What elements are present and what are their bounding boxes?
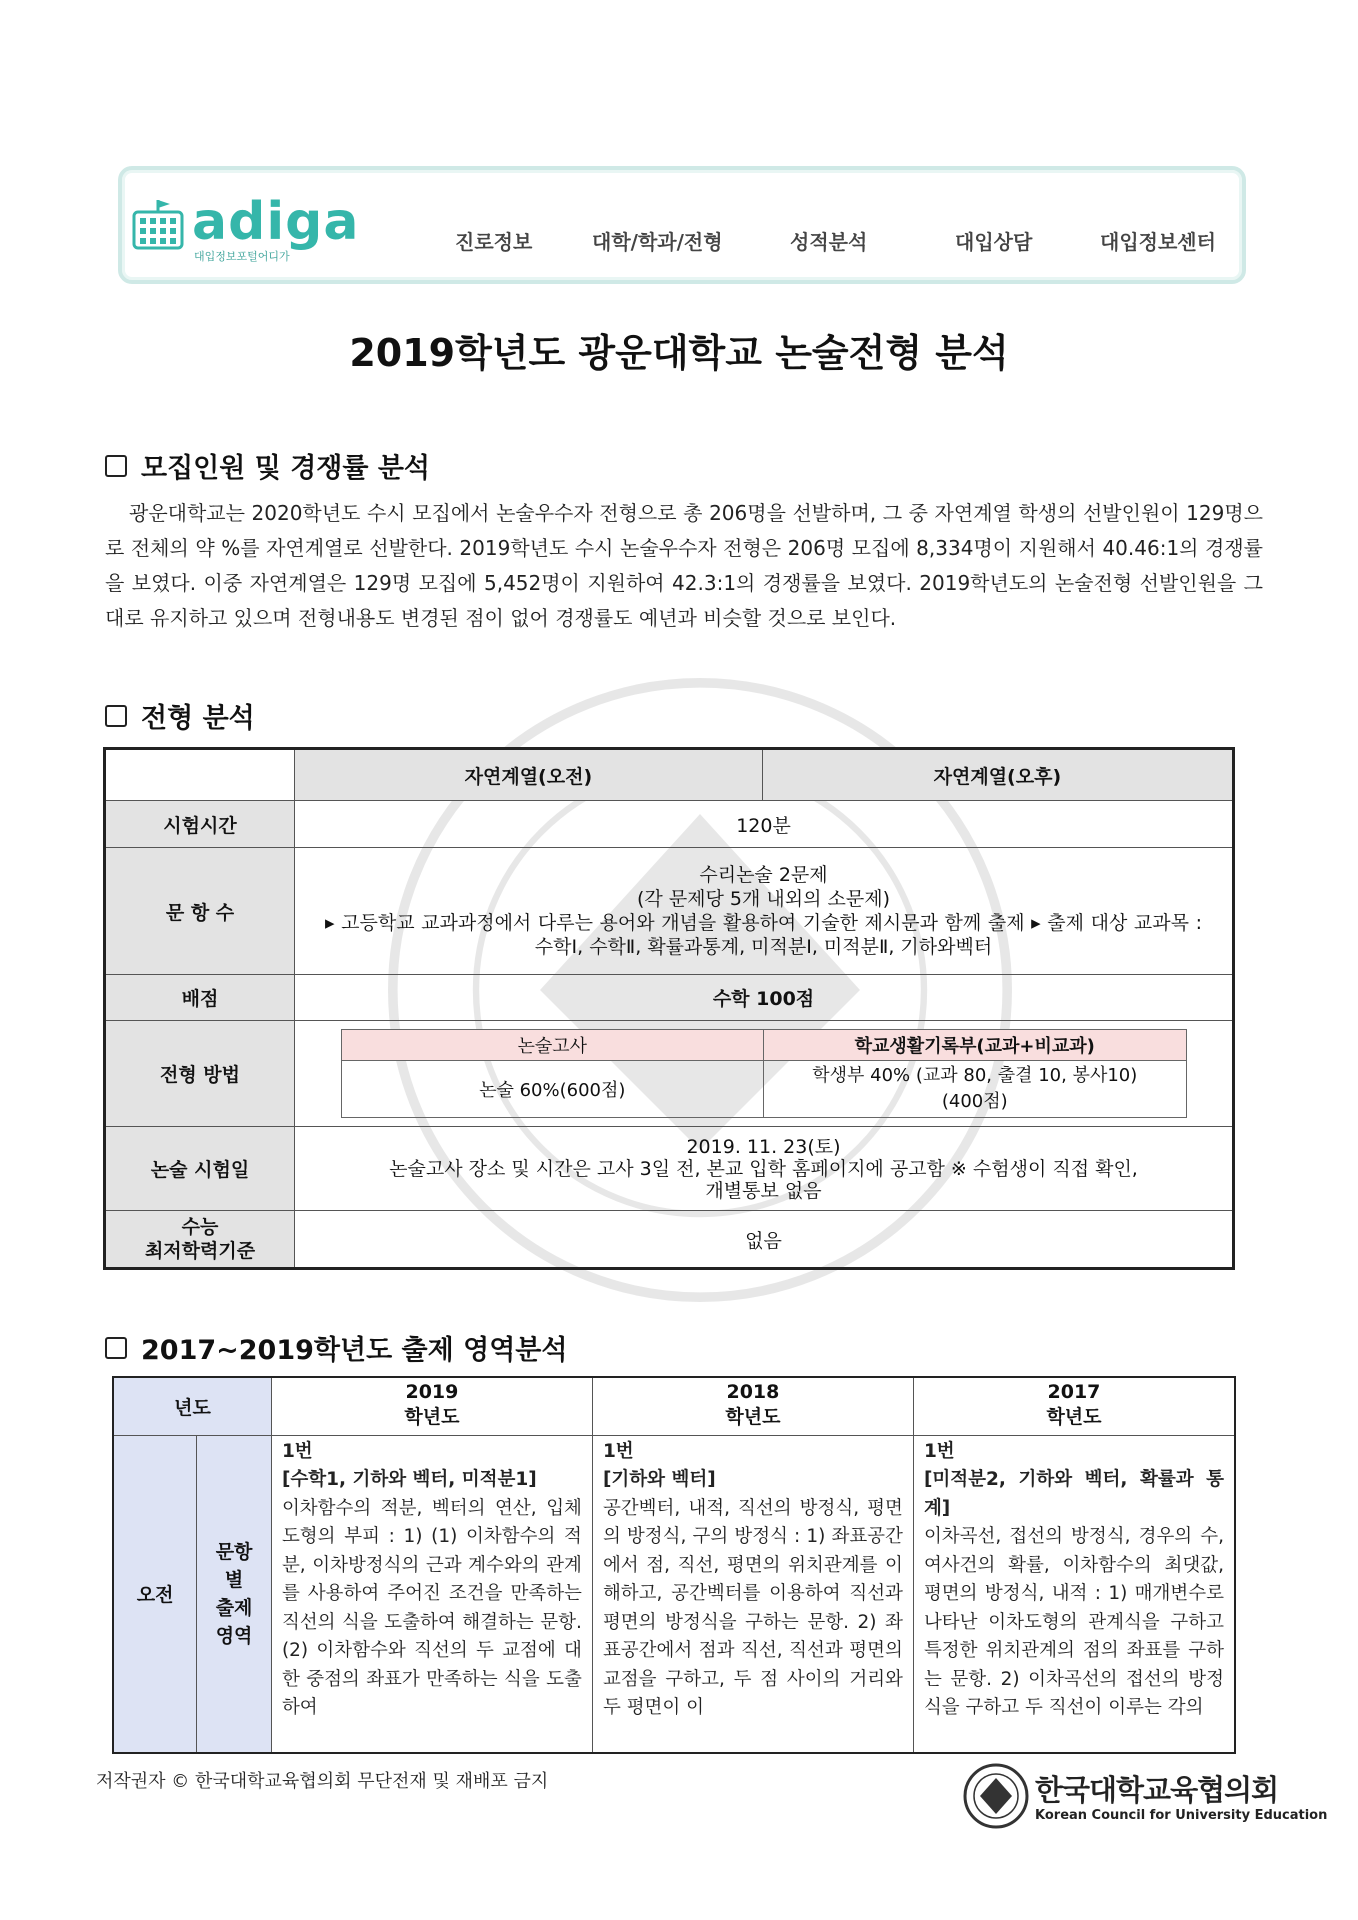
method-header-essay: 논술고사 — [341, 1030, 764, 1061]
question-description: 공간벡터, 내적, 직선의 방정식, 평면의 방정식, 구의 방정식 : 1) 좌표공간에서 점, 직선, 평면의 위치관계를 이해하고, 공간벡터를 이용하여 직선과 평면의 방정식을 구하는 문항. 2) 좌표공간에서 점과 직선, 직선과 평면의 교점을 구하고, 두 점 사이의 거리와 두 평면이 이 — [602, 1497, 903, 1718]
nav-university-admission[interactable]: 대학/학과/전형 — [592, 230, 723, 254]
method-essay-value: 논술 60%(600점) — [341, 1061, 764, 1118]
year-2019-number: 2019 — [405, 1381, 459, 1403]
logo-subtitle: 대입정보포털어디가 — [194, 250, 290, 263]
question-number: 1번 — [602, 1440, 634, 1462]
nav-career-info[interactable]: 진로정보 — [455, 230, 533, 254]
area-label-2: 별 — [224, 1568, 244, 1591]
date-line-2: 논술고사 장소 및 시간은 고사 3일 전, 본교 입학 홈페이지에 공고함 ※ 수험생이 직접 확인, — [389, 1157, 1138, 1180]
section-heading-text: 전형 분석 — [141, 703, 255, 734]
question-cell-2018 — [592, 1435, 913, 1753]
date-value — [295, 1127, 1234, 1211]
csat-label-line-2: 최저학력기준 — [144, 1240, 256, 1262]
recruitment-paragraph: 광운대학교는 2020학년도 수시 모집에서 논술우수자 전형으로 총 206명을 선발하며, 그 중 자연계열 학생의 선발인원이 129명으로 전체의 약 %를 자연계열로 선발한다. 2019학년도 수시 논술우수자 전형은 206명 모집에 8,334명이 지원해서 40.46:1의 경쟁률을 보였다. 이중 자연계열은 129명 모집에 5,452명이 지원하여 42.3:1의 경쟁률을 보였다. 2019학년도의 논술전형 선발인원을 그대로 유지하고 있으며 전형내용도 변경된 점이 없어 경쟁률도 예년과 비슷할 것으로 보인다. — [105, 501, 1263, 630]
count-value — [295, 848, 1234, 975]
question-area: [기하와 벡터] — [602, 1469, 716, 1490]
question-number: 1번 — [923, 1440, 955, 1462]
count-line-2: (각 문제당 5개 내외의 소문제) — [637, 888, 890, 910]
method-record-line-1: 학생부 40% (교과 80, 출결 10, 봉사10) — [812, 1065, 1138, 1086]
section-heading-areas — [105, 1328, 567, 1367]
copyright-notice: 저작권자 © 한국대학교육협의회 무단전재 및 재배포 금지 — [96, 1771, 549, 1792]
area-label — [197, 1435, 272, 1753]
page-title: 2019학년도 광운대학교 논술전형 분석 — [349, 331, 1009, 375]
admission-table — [103, 747, 1235, 1270]
exam-area-table — [112, 1376, 1236, 1754]
year-header: 년도 — [113, 1377, 271, 1435]
row-label-time: 시험시간 — [105, 801, 295, 848]
year-2019-unit: 학년도 — [404, 1406, 460, 1428]
score-value: 수학 100점 — [295, 975, 1234, 1021]
year-2018 — [592, 1377, 913, 1435]
checkbox-icon — [105, 455, 127, 477]
org-name-english: Korean Council for University Education — [1035, 1808, 1328, 1823]
method-inner-table — [341, 1029, 1187, 1118]
column-header-am: 자연계열(오전) — [295, 749, 763, 801]
method-value — [295, 1021, 1234, 1127]
nav-counseling[interactable]: 대입상담 — [955, 230, 1033, 254]
question-cell-2017 — [913, 1435, 1235, 1753]
logo-wordmark: adiga — [192, 192, 360, 252]
section-heading-recruitment — [105, 446, 430, 485]
date-line-3: 개별통보 없음 — [705, 1179, 822, 1202]
checkbox-icon — [105, 1337, 127, 1359]
year-2017 — [913, 1377, 1235, 1435]
row-label-method: 전형 방법 — [105, 1021, 295, 1127]
year-2019 — [271, 1377, 592, 1435]
year-2018-unit: 학년도 — [725, 1406, 781, 1428]
question-cell-2019 — [271, 1435, 592, 1753]
question-number: 1번 — [281, 1440, 313, 1462]
column-header-pm: 자연계열(오후) — [762, 749, 1233, 801]
table-corner-cell — [105, 749, 295, 801]
question-description: 이차곡선, 접선의 방정식, 경우의 수, 여사건의 확률, 이차함수의 최댓값, 평면의 방정식, 내적 : 1) 매개변수로 나타난 이차도형의 관계식을 구하고 특정한 위치관계의 점의 좌표를 구하는 문항. 2) 이차곡선의 접선의 방정식을 구하고 두 직선이 이루는 각의 — [923, 1526, 1224, 1718]
csat-value: 없음 — [295, 1211, 1234, 1269]
section-heading-analysis — [105, 696, 255, 735]
area-label-4: 영역 — [215, 1624, 253, 1647]
building-icon — [130, 198, 190, 254]
count-line-3: ▸ 고등학교 교과과정에서 다루는 용어와 개념을 활용하여 기술한 제시문과 함께 출제 ▸ 출제 대상 교과목 : 수학Ⅰ, 수학Ⅱ, 확률과통계, 미적분Ⅰ, 미적분Ⅱ, 기하와벡터 — [325, 912, 1202, 958]
question-area: [수학1, 기하와 벡터, 미적분1] — [281, 1469, 537, 1490]
row-label-date: 논술 시험일 — [105, 1127, 295, 1211]
row-label-score: 배점 — [105, 975, 295, 1021]
date-line-1: 2019. 11. 23(토) — [686, 1135, 841, 1158]
row-label-csat — [105, 1211, 295, 1269]
row-label-count: 문 항 수 — [105, 848, 295, 975]
question-description: 이차함수의 적분, 벡터의 연산, 입체도형의 부피 : 1) (1) 이차함수의 적분, 이차방정식의 근과 계수와의 관계를 사용하여 주어진 조건을 만족하는 직선의 식을 도출하여 해결하는 문항. (2) 이차함수와 직선의 두 교점에 대한 중점의 좌표가 만족하는 식을 도출하여 — [281, 1497, 582, 1718]
year-2017-number: 2017 — [1047, 1381, 1101, 1403]
count-line-1: 수리논술 2문제 — [699, 864, 828, 886]
nav-info-center[interactable]: 대입정보센터 — [1100, 230, 1216, 254]
year-2017-unit: 학년도 — [1046, 1406, 1102, 1428]
csat-label-line-1: 수능 — [181, 1216, 219, 1238]
org-name-korean: 한국대학교육협의회 — [1035, 1773, 1279, 1807]
method-record-value — [764, 1061, 1187, 1118]
time-value: 120분 — [295, 801, 1234, 848]
section-heading-text: 모집인원 및 경쟁률 분석 — [141, 453, 431, 484]
question-area: [미적분2, 기하와 벡터, 확률과 통계] — [923, 1469, 1224, 1519]
kcue-seal-icon — [962, 1762, 1030, 1830]
area-label-3: 출제 — [215, 1596, 253, 1619]
session-am: 오전 — [113, 1435, 197, 1753]
area-label-1: 문항 — [215, 1540, 253, 1563]
year-2018-number: 2018 — [726, 1381, 780, 1403]
method-record-line-2: (400점) — [941, 1091, 1008, 1112]
adiga-logo[interactable] — [130, 192, 360, 268]
method-header-record: 학교생활기록부(교과+비교과) — [764, 1030, 1187, 1061]
checkbox-icon — [105, 705, 127, 727]
nav-score-analysis[interactable]: 성적분석 — [790, 230, 868, 254]
section-heading-text: 2017~2019학년도 출제 영역분석 — [141, 1335, 568, 1366]
